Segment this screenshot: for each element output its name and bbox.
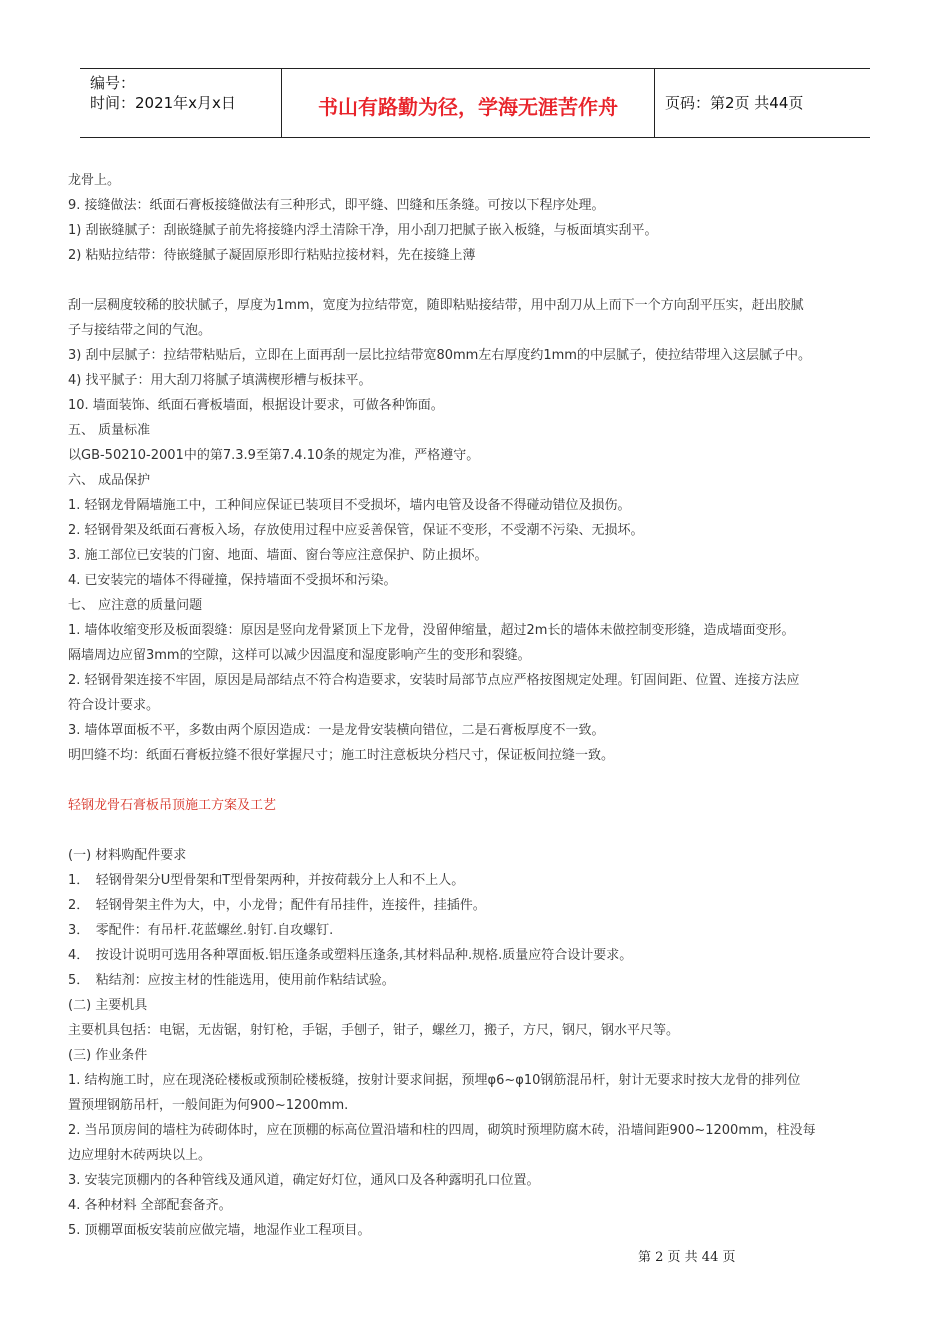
text-line: 9. 接缝做法：纸面石膏板接缝做法有三种形式，即平缝、凹缝和压条缝。可按以下程序处理。	[68, 198, 605, 213]
text-line: 子与接结带之间的气泡。	[68, 323, 212, 338]
text-line: 七、 应注意的质量问题	[68, 598, 203, 613]
paragraph-group-construction	[68, 168, 883, 268]
blank-line	[68, 768, 883, 793]
text-line: (一) 材料购配件要求	[68, 848, 187, 863]
motto: 书山有路勤为径，学海无涯苦作舟	[318, 95, 618, 119]
text-line: 5. 顶棚罩面板安装前应做完墙，地湿作业工程项目。	[68, 1223, 371, 1238]
text-line: 2． 轻钢骨架主件为大，中，小龙骨；配件有吊挂件，连接件，挂插件。	[68, 898, 486, 913]
text-line: 4. 各种材料 全部配套备齐。	[68, 1198, 232, 1213]
text-line: 隔墙周边应留3mm的空隙，这样可以减少因温度和湿度影响产生的变形和裂缝。	[68, 648, 531, 663]
text-line: 3． 零配件：有吊杆.花蓝螺丝.射钉.自攻螺钉.	[68, 923, 334, 938]
text-line: 1． 轻钢骨架分U型骨架和T型骨架两种，并按荷载分上人和不上人。	[68, 873, 465, 888]
text-line: 符合设计要求。	[68, 698, 160, 713]
document-number-label: 编号：	[90, 74, 136, 92]
section-title: 轻钢龙骨石膏板吊顶施工方案及工艺	[68, 798, 277, 813]
text-line: 4． 按设计说明可选用各种罩面板.铝压逢条或塑料压逢条,其材料品种.规格.质量应符合设计要求。	[68, 948, 633, 963]
text-line: 3. 施工部位已安装的门窗、地面、墙面、窗台等应注意保护、防止损坏。	[68, 548, 488, 563]
text-line: 4. 已安装完的墙体不得碰撞，保持墙面不受损坏和污染。	[68, 573, 397, 588]
page-footer: 第 2 页 共 44 页	[638, 1250, 736, 1265]
text-line: 龙骨上。	[68, 173, 121, 188]
text-line: 1) 刮嵌缝腻子：刮嵌缝腻子前先将接缝内浮土清除干净，用小刮刀把腻子嵌入板缝，与板面填实刮平。	[68, 223, 658, 238]
text-line: (三) 作业条件	[68, 1048, 148, 1063]
text-line: 以GB-50210-2001中的第7.3.9至第7.4.10条的规定为准，严格遵守。	[68, 448, 480, 463]
header-motto-cell	[282, 69, 655, 137]
text-line: 边应埋射木砖两块以上。	[68, 1148, 212, 1163]
page-number-label: 页码：第2页 共44页	[665, 94, 804, 112]
paragraph-group-quality	[68, 293, 883, 768]
page-header	[80, 68, 870, 138]
text-line: 六、 成品保护	[68, 473, 151, 488]
text-line: 1. 墙体收缩变形及板面裂缝：原因是竖向龙骨紧顶上下龙骨，没留伸缩量，超过2m长的墙体未做控制变形缝，造成墙面变形。	[68, 623, 795, 638]
document-date-label: 时间：2021年x月x日	[90, 94, 236, 112]
header-meta-cell	[80, 69, 282, 137]
text-line: 1. 结构施工时，应在现浇砼楼板或预制砼楼板缝，按射计要求间据，预埋φ6~φ10钢筋混吊杆，射计无要求时按大龙骨的排列位	[68, 1073, 801, 1088]
text-line: 1. 轻钢龙骨隔墙施工中，工种间应保证已装项目不受损坏，墙内电管及设备不得碰动错位及损伤。	[68, 498, 631, 513]
text-line: 刮一层稠度较稀的胶状腻子，厚度为1mm，宽度为拉结带宽，随即粘贴接结带，用中刮刀从上而下一个方向刮平压实，赶出胶腻	[68, 298, 804, 313]
blank-line	[68, 268, 883, 293]
text-line: 2. 轻钢骨架及纸面石膏板入场，存放使用过程中应妥善保管，保证不变形，不受潮不污染、无损坏。	[68, 523, 644, 538]
text-line: 2. 当吊顶房间的墙柱为砖砌体时，应在顶棚的标高位置沿墙和柱的四周，砌筑时预埋防腐木砖，沿墙间距900~1200mm，柱没每	[68, 1123, 816, 1138]
document-body	[68, 168, 883, 1243]
text-line: 4) 找平腻子：用大刮刀将腻子填满楔形槽与板抹平。	[68, 373, 372, 388]
text-line: 3) 刮中层腻子：拉结带粘贴后，立即在上面再刮一层比拉结带宽80mm左右厚度约1mm的中层腻子，使拉结带埋入这层腻子中。	[68, 348, 811, 363]
header-page-cell	[655, 69, 870, 137]
paragraph-group-ceiling	[68, 843, 883, 1243]
text-line: 2) 粘贴拉结带：待嵌缝腻子凝固原形即行粘贴拉接材料，先在接缝上薄	[68, 248, 476, 263]
text-line: 5． 粘结剂：应按主材的性能选用，使用前作粘结试验。	[68, 973, 395, 988]
text-line: 3. 安装完顶棚内的各种管线及通风道，确定好灯位，通风口及各种露明孔口位置。	[68, 1173, 540, 1188]
text-line: (二) 主要机具	[68, 998, 148, 1013]
text-line: 明凹缝不均：纸面石膏板拉缝不很好掌握尺寸；施工时注意板块分档尺寸，保证板间拉缝一致。	[68, 748, 615, 763]
text-line: 3. 墙体罩面板不平，多数由两个原因造成：一是龙骨安装横向错位，二是石膏板厚度不一致。	[68, 723, 605, 738]
text-line: 2. 轻钢骨架连接不牢固，原因是局部结点不符合构造要求，安装时局部节点应严格按图规定处理。钉固间距、位置、连接方法应	[68, 673, 800, 688]
blank-line	[68, 818, 883, 843]
text-line: 置预埋钢筋吊杆，一般间距为何900~1200mm.	[68, 1098, 349, 1113]
text-line: 主要机具包括：电锯，无齿锯，射钉枪，手锯，手刨子，钳子，螺丝刀，搬子，方尺，钢尺，钢水平尺等。	[68, 1023, 680, 1038]
text-line: 10. 墙面装饰、纸面石膏板墙面，根据设计要求，可做各种饰面。	[68, 398, 444, 413]
text-line: 五、 质量标准	[68, 423, 151, 438]
